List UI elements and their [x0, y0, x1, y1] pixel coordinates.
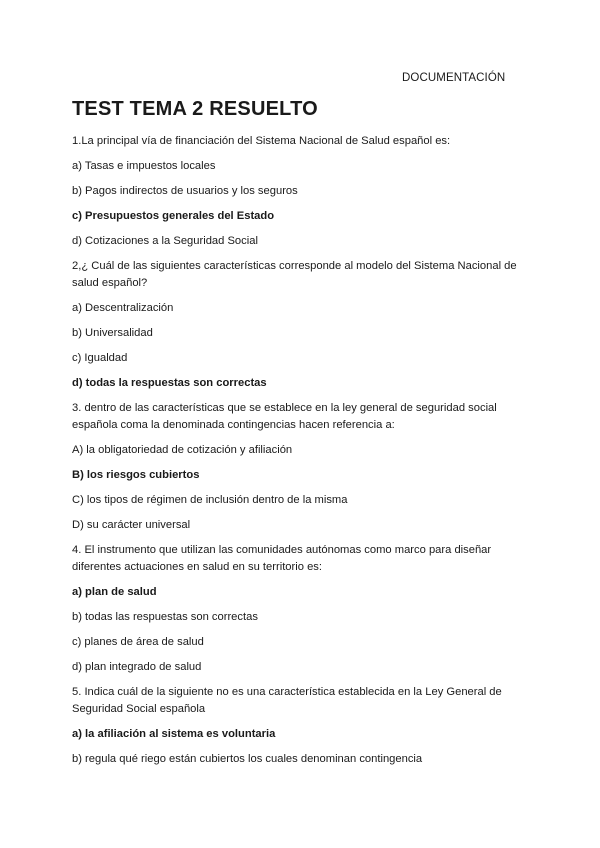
- question-2-option-c: c) Igualdad: [72, 352, 128, 364]
- question-1-option-c: c) Presupuestos generales del Estado: [72, 210, 275, 222]
- question-4-option-d: d) plan integrado de salud: [72, 661, 202, 673]
- page-title: TEST TEMA 2 RESUELTO: [72, 98, 318, 120]
- question-list: [72, 133, 532, 776]
- question-4-text: 4. El instrumento que utilizan las comunidades autónomas como marco para diseñar diferentes actuaciones en salud en su territorio es:: [72, 544, 492, 573]
- question-5-text: 5. Indica cuál de la siguiente no es una característica establecida en la Ley General de Seguridad Social española: [72, 686, 502, 715]
- question-3-option-b: B) los riesgos cubiertos: [72, 469, 200, 481]
- header-label: DOCUMENTACIÓN: [402, 72, 506, 84]
- question-3-option-d: D) su carácter universal: [72, 519, 191, 531]
- question-1-option-b: b) Pagos indirectos de usuarios y los seguros: [72, 185, 298, 197]
- question-5-option-a: a) la afiliación al sistema es voluntaria: [72, 728, 276, 740]
- question-4-option-b: b) todas las respuestas son correctas: [72, 611, 258, 623]
- question-5-option-b: b) regula qué riego están cubiertos los cuales denominan contingencia: [72, 753, 423, 765]
- question-3-text: 3. dentro de las características que se establece en la ley general de seguridad social española coma la denominada contingencias hacen referencia a:: [72, 402, 497, 431]
- question-2-option-a: a) Descentralización: [72, 302, 174, 314]
- question-3-option-a: A) la obligatoriedad de cotización y afiliación: [72, 444, 293, 456]
- question-2-option-d: d) todas la respuestas son correctas: [72, 377, 267, 389]
- question-4-option-a: a) plan de salud: [72, 586, 157, 598]
- question-2-text: 2,¿ Cuál de las siguientes características corresponde al modelo del Sistema Nacional de salud español?: [72, 260, 517, 289]
- question-1-text: 1.La principal vía de financiación del Sistema Nacional de Salud español es:: [72, 135, 451, 147]
- question-2-option-b: b) Universalidad: [72, 327, 153, 339]
- question-1-option-a: a) Tasas e impuestos locales: [72, 160, 216, 172]
- question-4-option-c: c) planes de área de salud: [72, 636, 204, 648]
- question-3-option-c: C) los tipos de régimen de inclusión dentro de la misma: [72, 494, 348, 506]
- question-1-option-d: d) Cotizaciones a la Seguridad Social: [72, 235, 258, 247]
